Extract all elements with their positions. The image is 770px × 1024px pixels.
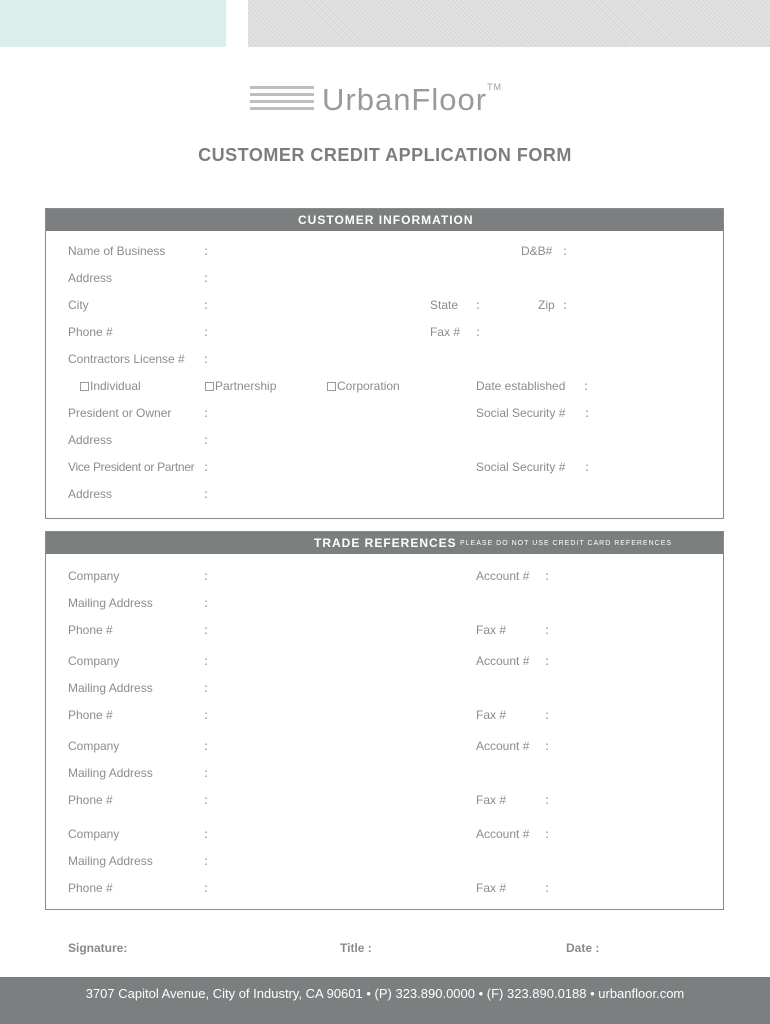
top-pattern-bar — [248, 0, 770, 47]
colon: : — [545, 793, 550, 807]
company-label: Company — [68, 569, 120, 583]
logo-stripes-icon — [250, 86, 314, 114]
colon: : — [204, 352, 209, 366]
fax-label: Fax # — [430, 325, 461, 339]
signature-label: Signature: — [68, 941, 128, 955]
colon: : — [476, 298, 481, 312]
colon: : — [585, 460, 590, 474]
date-established-label: Date established — [476, 379, 566, 393]
page-title: CUSTOMER CREDIT APPLICATION FORM — [198, 145, 572, 165]
checkbox-partnership[interactable] — [205, 382, 214, 391]
social-security-label: Social Security # — [476, 460, 566, 474]
mailing-address-label: Mailing Address — [68, 681, 153, 695]
footer-contact: 3707 Capitol Avenue, City of Industry, CA 90601 • (P) 323.890.0000 • (F) 323.890.0188 • urbanfloor.com — [0, 977, 770, 1024]
colon: : — [204, 487, 209, 501]
contractors-license-label: Contractors License # — [68, 352, 185, 366]
logo-text: UrbanFloor™ — [322, 82, 503, 117]
colon: : — [204, 596, 209, 610]
colon: : — [545, 623, 550, 637]
colon: : — [204, 654, 209, 668]
phone-label: Phone # — [68, 793, 113, 807]
colon: : — [204, 766, 209, 780]
fax-label: Fax # — [476, 708, 507, 722]
address-label: Address — [68, 487, 113, 501]
colon: : — [545, 654, 550, 668]
account-label: Account # — [476, 569, 530, 583]
colon: : — [204, 708, 209, 722]
city-label: City — [68, 298, 89, 312]
colon: : — [563, 298, 568, 312]
colon: : — [204, 739, 209, 753]
section-title: CUSTOMER INFORMATION — [298, 213, 474, 227]
colon: : — [545, 881, 550, 895]
date-label: Date : — [566, 941, 600, 955]
section-header — [46, 532, 723, 554]
colon: : — [584, 379, 589, 393]
colon: : — [545, 708, 550, 722]
fax-label: Fax # — [476, 881, 507, 895]
address-label: Address — [68, 271, 113, 285]
mailing-address-label: Mailing Address — [68, 854, 153, 868]
colon: : — [204, 681, 209, 695]
title-label: Title : — [340, 941, 372, 955]
phone-label: Phone # — [68, 881, 113, 895]
colon: : — [204, 325, 209, 339]
president-owner-label: President or Owner — [68, 406, 172, 420]
fax-label: Fax # — [476, 623, 507, 637]
mailing-address-label: Mailing Address — [68, 596, 153, 610]
zip-label: Zip — [538, 298, 555, 312]
colon: : — [204, 298, 209, 312]
colon: : — [204, 569, 209, 583]
colon: : — [476, 325, 481, 339]
company-label: Company — [68, 739, 120, 753]
dnb-label: D&B# — [521, 244, 553, 258]
account-label: Account # — [476, 827, 530, 841]
fax-label: Fax # — [476, 793, 507, 807]
state-label: State — [430, 298, 459, 312]
phone-label: Phone # — [68, 623, 113, 637]
colon: : — [204, 854, 209, 868]
address-label: Address — [68, 433, 113, 447]
colon: : — [563, 244, 568, 258]
individual-option[interactable]: Individual — [80, 379, 141, 393]
colon: : — [545, 569, 550, 583]
colon: : — [204, 433, 209, 447]
account-label: Account # — [476, 654, 530, 668]
section-title: TRADE REFERENCES — [314, 536, 457, 550]
colon: : — [585, 406, 590, 420]
colon: : — [204, 827, 209, 841]
colon: : — [204, 881, 209, 895]
colon: : — [204, 793, 209, 807]
partnership-option[interactable]: Partnership — [205, 379, 276, 393]
phone-label: Phone # — [68, 325, 113, 339]
section-note: PLEASE DO NOT USE CREDIT CARD REFERENCES — [460, 540, 673, 547]
vice-president-label: Vice President or Partner — [68, 460, 195, 474]
colon: : — [204, 271, 209, 285]
company-label: Company — [68, 827, 120, 841]
section-header — [46, 209, 723, 231]
colon: : — [204, 623, 209, 637]
name-of-business-label: Name of Business — [68, 244, 166, 258]
checkbox-individual[interactable] — [80, 382, 89, 391]
corporation-option[interactable]: Corporation — [327, 379, 400, 393]
colon: : — [545, 827, 550, 841]
phone-label: Phone # — [68, 708, 113, 722]
checkbox-corporation[interactable] — [327, 382, 336, 391]
company-label: Company — [68, 654, 120, 668]
mailing-address-label: Mailing Address — [68, 766, 153, 780]
urbanfloor-logo — [250, 80, 530, 120]
colon: : — [204, 244, 209, 258]
social-security-label: Social Security # — [476, 406, 566, 420]
colon: : — [204, 406, 209, 420]
top-teal-bar — [0, 0, 226, 47]
colon: : — [545, 739, 550, 753]
account-label: Account # — [476, 739, 530, 753]
colon: : — [204, 460, 209, 474]
